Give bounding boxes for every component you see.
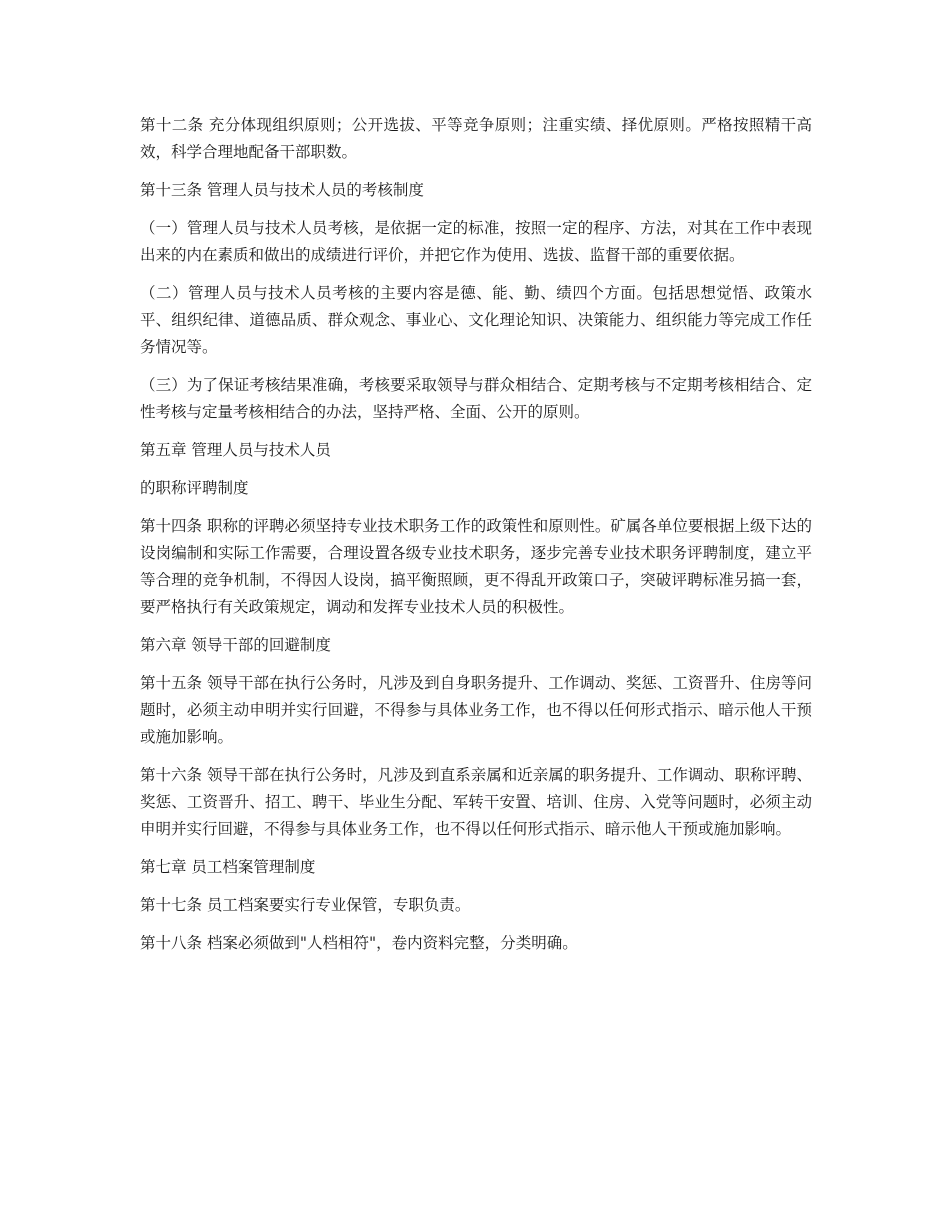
article-18-paragraph: 第十八条 档案必须做到"人档相符"，卷内资料完整，分类明确。 [140, 934, 578, 952]
article-12-paragraph: 第十二条 充分体现组织原则；公开选拔、平等竞争原则；注重实绩、择优原则。严格按照精干高效，科学合理地配备干部职数。 [140, 116, 812, 161]
article-15-paragraph: 第十五条 领导干部在执行公务时，凡涉及到自身职务提升、工作调动、奖惩、工资晋升、住房等问题时，必须主动申明并实行回避，不得参与具体业务工作，也不得以任何形式指示、暗示他人干预或施加影响。 [140, 674, 812, 746]
article-14-paragraph: 第十四条 职称的评聘必须坚持专业技术职务工作的政策性和原则性。矿属各单位要根据上级下达的设岗编制和实际工作需要，合理设置各级专业技术职务，逐步完善专业技术职务评聘制度，建立平等合理的竞争机制，不得因人设岗，搞平衡照顾，更不得乱开政策口子，突破评聘标准另搞一套，要严格执行有关政策规定，调动和发挥专业技术人员的积极性。 [140, 517, 812, 616]
article-13-heading: 第十三条 管理人员与技术人员的考核制度 [140, 181, 424, 199]
article-13-item-1: （一）管理人员与技术人员考核，是依据一定的标准，按照一定的程序、方法，对其在工作中表现出来的内在素质和做出的成绩进行评价，并把它作为使用、选拔、监督干部的重要依据。 [140, 219, 812, 264]
article-17-paragraph: 第十七条 员工档案要实行专业保管，专职负责。 [140, 896, 471, 914]
article-13-item-2: （二）管理人员与技术人员考核的主要内容是德、能、勤、绩四个方面。包括思想觉悟、政策水平、组织纪律、道德品质、群众观念、事业心、文化理论知识、决策能力、组织能力等完成工作任务情况等。 [140, 284, 812, 356]
chapter-5-heading-continued: 的职称评聘制度 [140, 479, 249, 497]
document-page [140, 112, 812, 968]
article-13-item-3: （三）为了保证考核结果准确，考核要采取领导与群众相结合、定期考核与不定期考核相结合、定性考核与定量考核相结合的办法，坚持严格、全面、公开的原则。 [140, 376, 812, 421]
article-16-paragraph: 第十六条 领导干部在执行公务时，凡涉及到直系亲属和近亲属的职务提升、工作调动、职称评聘、奖惩、工资晋升、招工、聘干、毕业生分配、军转干安置、培训、住房、入党等问题时，必须主动申明并实行回避，不得参与具体业务工作，也不得以任何形式指示、暗示他人干预或施加影响。 [140, 766, 812, 838]
chapter-7-heading: 第七章 员工档案管理制度 [140, 858, 316, 876]
chapter-5-heading: 第五章 管理人员与技术人员 [140, 441, 331, 459]
chapter-6-heading: 第六章 领导干部的回避制度 [140, 636, 331, 654]
